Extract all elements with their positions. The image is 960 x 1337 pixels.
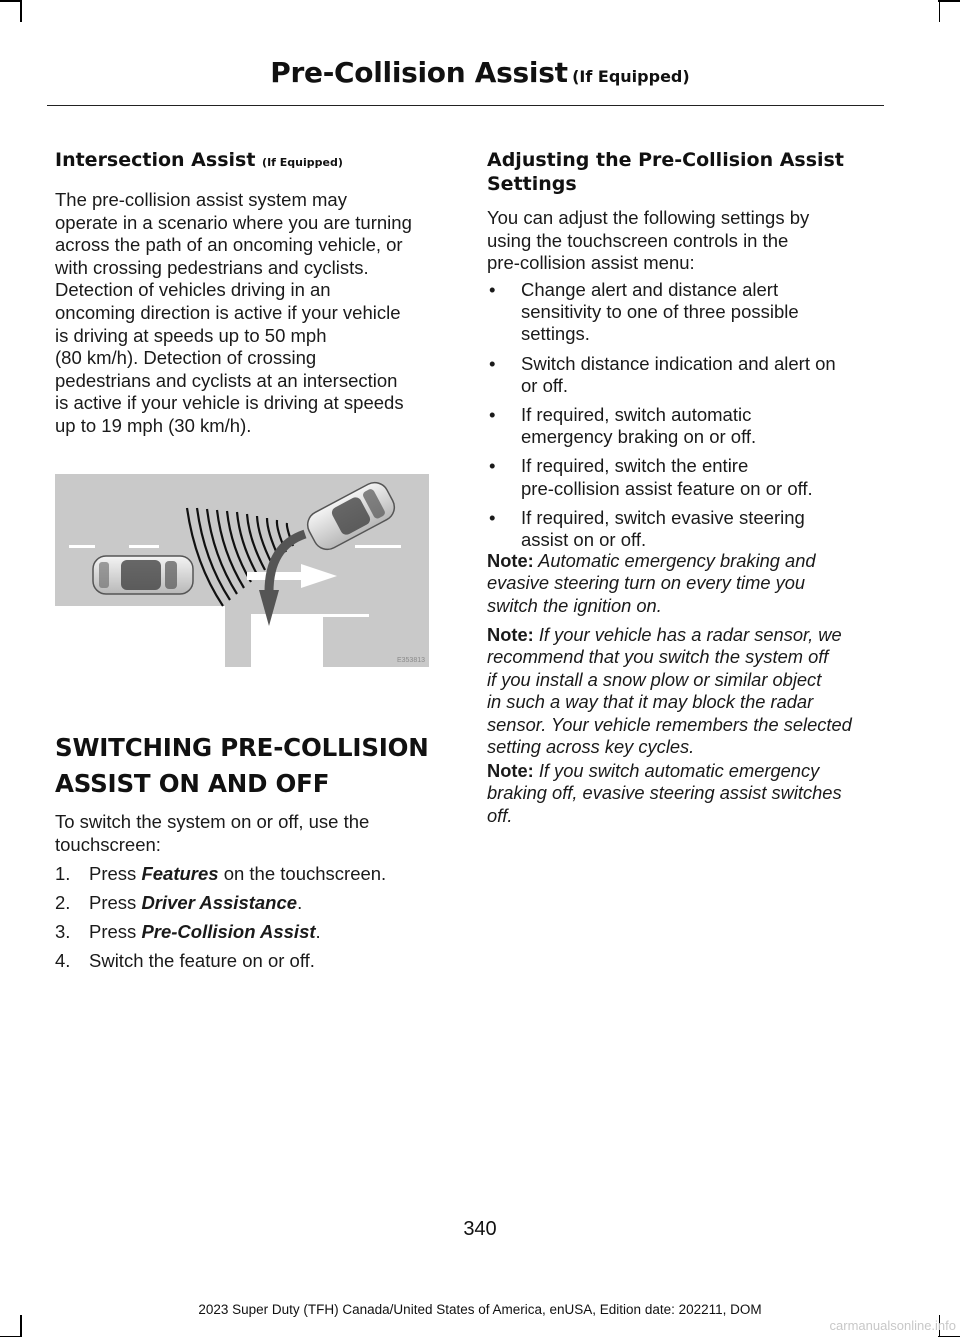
step-number: 1.: [55, 863, 71, 884]
text-line: touchscreen:: [55, 833, 161, 855]
bullet-icon: •: [489, 455, 496, 477]
step-text: [89, 863, 386, 885]
step-post: .: [297, 892, 303, 913]
text-line: If your vehicle has a radar sensor, we: [538, 624, 842, 645]
text-line: using the touchscreen controls in the: [487, 229, 789, 251]
text-line: up to 19 mph (30 km/h).: [55, 414, 252, 436]
text-line: You can adjust the following settings by: [487, 207, 810, 228]
switching-section-heading: [55, 730, 429, 802]
text-line: emergency braking on or off.: [521, 426, 757, 448]
page-number: 340: [463, 1218, 497, 1240]
intersection-assist-illustration: [55, 474, 429, 667]
text-line: Switch distance indication and alert on: [521, 352, 836, 374]
text-line: assist on or off.: [521, 529, 647, 551]
text-line: pre-collision assist feature on or off.: [521, 477, 813, 499]
text-line: in such a way that it may block the radar: [487, 691, 814, 713]
page-header: [0, 56, 960, 89]
text-line: (80 km/h). Detection of crossing: [55, 347, 317, 369]
header-rule: [47, 105, 884, 106]
intersection-assist-paragraph: [55, 189, 455, 438]
figure-code: E353813: [396, 657, 425, 664]
step-item: [55, 863, 447, 892]
text-line: sensitivity to one of three possible: [521, 301, 799, 323]
list-item: [487, 404, 887, 448]
list-item: [487, 455, 887, 499]
bullet-icon: •: [489, 352, 496, 374]
step-menu-name: Pre-Collision Assist: [141, 921, 316, 942]
page-title-suffix: (If Equipped): [572, 67, 690, 86]
crop-mark: [938, 0, 960, 2]
step-post: on the touchscreen.: [218, 863, 387, 884]
step-pre: Press: [89, 863, 142, 884]
step-pre: Press: [89, 921, 142, 942]
text-line: evasive steering turn on every time you: [487, 572, 806, 594]
step-pre: Switch the feature on or off.: [89, 950, 315, 971]
text-line: is active if your vehicle is driving at speeds: [55, 392, 404, 414]
step-text: [89, 921, 321, 943]
step-number: 4.: [55, 950, 71, 971]
intersection-diagram: [55, 474, 429, 667]
step-item: [55, 892, 447, 921]
step-pre: Press: [89, 892, 142, 913]
text-line: setting across key cycles.: [487, 736, 695, 758]
crop-mark: [20, 0, 22, 22]
list-item: [487, 353, 887, 397]
note-evasive-steering: [487, 760, 887, 827]
text-line: If you switch automatic emergency: [538, 760, 820, 781]
text-line: recommend that you switch the system off: [487, 646, 829, 668]
note-label: Note:: [487, 550, 534, 571]
text-line: To switch the system on or off, use the: [55, 811, 370, 832]
list-item: [487, 279, 887, 346]
text-line: off.: [487, 804, 513, 826]
bullet-icon: •: [489, 279, 496, 300]
heading-line: Adjusting the Pre-Collision Assist: [487, 149, 844, 171]
text-line: If required, switch the entire: [521, 455, 749, 477]
step-menu-name: Features: [141, 863, 219, 884]
text-line: across the path of an oncoming vehicle, or: [55, 234, 403, 256]
text-line: The pre-collision assist system may: [55, 189, 347, 210]
list-item: [487, 507, 887, 551]
step-menu-name: Driver Assistance: [141, 892, 298, 913]
step-number: 3.: [55, 921, 71, 942]
adjust-intro-paragraph: [487, 207, 809, 275]
switch-intro-paragraph: [55, 811, 369, 856]
text-line: oncoming direction is active if your vehicle: [55, 301, 401, 323]
text-line: or off.: [521, 374, 568, 396]
section-heading-line: ASSIST ON AND OFF: [55, 769, 330, 798]
text-line: pre-collision assist menu:: [487, 252, 695, 274]
heading-line: Settings: [487, 173, 577, 195]
crop-mark: [0, 0, 22, 2]
text-line: sensor. Your vehicle remembers the selected: [487, 713, 852, 735]
page-title: Pre-Collision Assist: [270, 56, 568, 89]
intersection-heading-text: Intersection Assist: [55, 149, 256, 171]
text-line: settings.: [521, 323, 590, 345]
note-radar-sensor: [487, 624, 887, 758]
note-ignition: [487, 550, 887, 617]
text-line: is driving at speeds up to 50 mph: [55, 324, 327, 346]
switch-steps-list: [55, 863, 447, 979]
text-line: if you install a snow plow or similar object: [487, 668, 822, 690]
step-text: [89, 892, 302, 914]
crop-mark: [939, 0, 941, 22]
bullet-icon: •: [489, 404, 496, 426]
site-watermark: carmanualsonline.info: [829, 1318, 956, 1333]
text-line: Automatic emergency braking and: [538, 550, 816, 571]
text-line: operate in a scenario where you are turning: [55, 211, 412, 233]
note-label: Note:: [487, 624, 534, 645]
text-line: switch the ignition on.: [487, 594, 662, 616]
step-number: 2.: [55, 892, 71, 913]
text-line: braking off, evasive steering assist switches: [487, 782, 842, 804]
text-line: If required, switch evasive steering: [521, 506, 805, 528]
step-item: [55, 950, 447, 979]
text-line: with crossing pedestrians and cyclists.: [55, 256, 369, 278]
text-line: Change alert and distance alert: [521, 279, 779, 300]
intersection-assist-heading: [55, 148, 343, 175]
edition-footer: 2023 Super Duty (TFH) Canada/United States of America, enUSA, Edition date: 202211, DOM: [198, 1302, 762, 1317]
section-heading-line: SWITCHING PRE-COLLISION: [55, 733, 429, 762]
own-vehicle: [93, 556, 193, 594]
adjust-settings-heading: [487, 148, 887, 196]
text-line: Detection of vehicles driving in an: [55, 279, 331, 301]
step-post: .: [315, 921, 321, 942]
crop-mark: [20, 1315, 22, 1337]
step-text: [89, 950, 315, 972]
bullet-icon: •: [489, 506, 496, 528]
text-line: If required, switch automatic: [521, 404, 752, 426]
settings-bullet-list: [487, 279, 887, 558]
text-line: pedestrians and cyclists at an intersection: [55, 369, 398, 391]
note-label: Note:: [487, 760, 534, 781]
intersection-heading-suffix: (If Equipped): [262, 156, 343, 169]
step-item: [55, 921, 447, 950]
